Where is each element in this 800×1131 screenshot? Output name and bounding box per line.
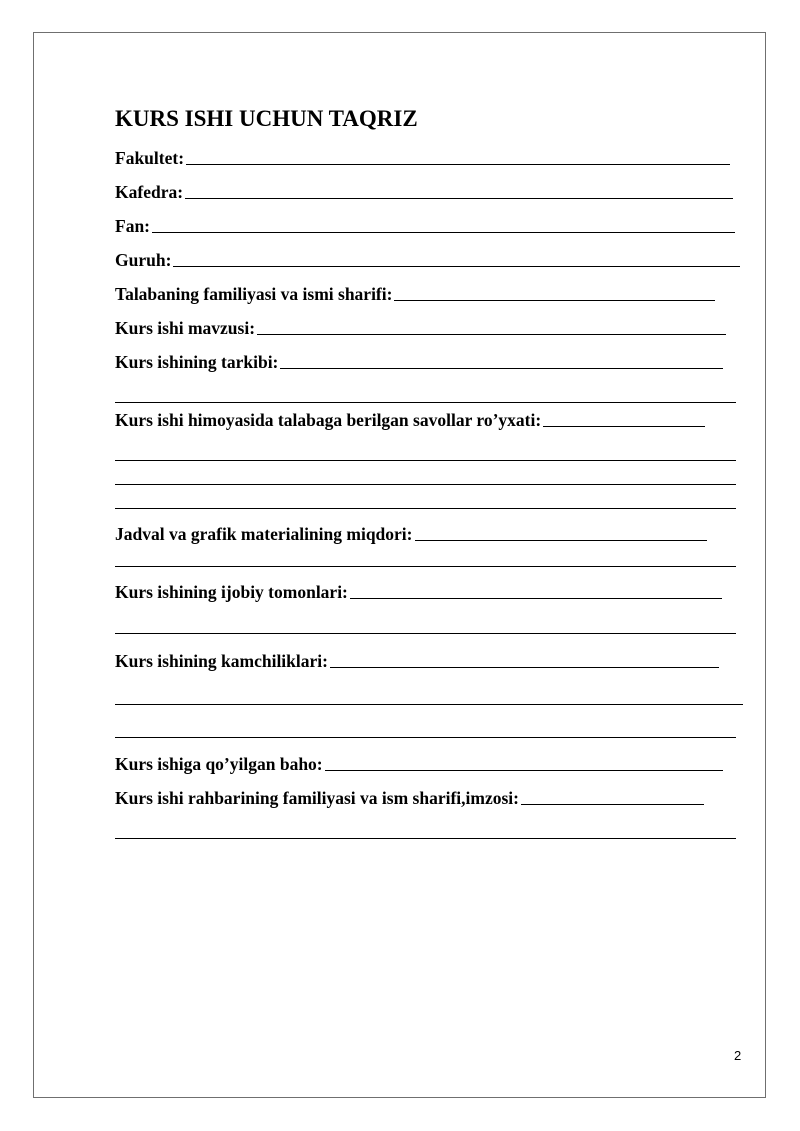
field-label-kamchilik: Kurs ishining kamchiliklari: xyxy=(115,651,328,671)
field-mavzu[interactable] xyxy=(115,316,726,338)
fill-line xyxy=(173,266,740,267)
fill-line xyxy=(521,804,704,805)
fill-line xyxy=(186,164,730,165)
field-label-fakultet: Fakultet: xyxy=(115,148,185,168)
fill-line xyxy=(350,598,722,599)
field-tarkib[interactable] xyxy=(115,350,723,372)
fill-line xyxy=(543,426,705,427)
fill-line xyxy=(330,667,719,668)
field-fakultet[interactable] xyxy=(115,146,730,168)
blank-line[interactable] xyxy=(115,737,736,738)
field-savollar[interactable] xyxy=(115,408,705,430)
field-label-tarkib: Kurs ishining tarkibi: xyxy=(115,352,279,372)
field-fan[interactable] xyxy=(115,214,735,236)
field-label-jadval: Jadval va grafik materialining miqdori: xyxy=(115,524,413,544)
blank-line[interactable] xyxy=(115,704,743,705)
field-talaba[interactable] xyxy=(115,282,715,304)
blank-line[interactable] xyxy=(115,838,736,839)
blank-line[interactable] xyxy=(115,460,736,461)
field-kafedra[interactable] xyxy=(115,180,733,202)
fill-line xyxy=(257,334,726,335)
field-label-fan: Fan: xyxy=(115,216,150,236)
field-jadval[interactable] xyxy=(115,522,707,544)
field-label-guruh: Guruh: xyxy=(115,250,172,270)
fill-line xyxy=(415,540,708,541)
document-title: KURS ISHI UCHUN TAQRIZ xyxy=(115,106,418,131)
blank-line[interactable] xyxy=(115,508,736,509)
fill-line xyxy=(325,770,723,771)
blank-line[interactable] xyxy=(115,484,736,485)
field-label-baho: Kurs ishiga qo’yilgan baho: xyxy=(115,754,323,774)
blank-line[interactable] xyxy=(115,402,736,403)
fill-line xyxy=(280,368,723,369)
field-kamchilik[interactable] xyxy=(115,649,719,671)
fill-line xyxy=(185,198,733,199)
field-ijobiy[interactable] xyxy=(115,580,722,602)
fill-line xyxy=(152,232,735,233)
blank-line[interactable] xyxy=(115,633,736,634)
field-label-talaba: Talabaning familiyasi va ismi sharifi: xyxy=(115,284,393,304)
field-label-savollar: Kurs ishi himoyasida talabaga berilgan savollar ro’yxati: xyxy=(115,410,542,430)
blank-line[interactable] xyxy=(115,566,736,567)
fill-line xyxy=(394,300,715,301)
field-label-kafedra: Kafedra: xyxy=(115,182,184,202)
field-label-ijobiy: Kurs ishining ijobiy tomonlari: xyxy=(115,582,348,602)
field-label-rahbar: Kurs ishi rahbarining familiyasi va ism sharifi,imzosi: xyxy=(115,788,519,808)
field-label-mavzu: Kurs ishi mavzusi: xyxy=(115,318,256,338)
field-baho[interactable] xyxy=(115,752,723,774)
page-number: 2 xyxy=(734,1048,742,1063)
field-rahbar[interactable] xyxy=(115,786,704,808)
field-guruh[interactable] xyxy=(115,248,740,270)
